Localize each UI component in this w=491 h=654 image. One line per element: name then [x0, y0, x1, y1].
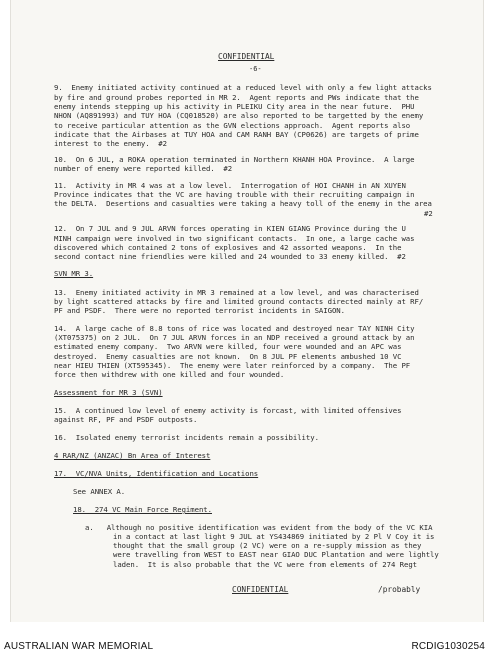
- body-line: force then withdrew with one killed and four wounded.: [54, 370, 285, 379]
- body-line: near HIEU THIEN (XT595345). The enemy were later reinforced by a company. The PF: [54, 361, 411, 370]
- body-line: enemy intends stepping up his activity in PLEIKU City area in the near future. PHU: [54, 102, 415, 111]
- body-line: a. Although no positive identification was evident from the body of the VC KIA: [85, 523, 433, 532]
- archive-footer: [0, 632, 491, 654]
- body-line: 13. Enemy initiated activity in MR 3 remained at a low level, and was characterised: [54, 288, 419, 297]
- continuation-word: /probably: [378, 585, 421, 594]
- body-line: PF and PSDF. There were no reported terrorist incidents in SAIGON.: [54, 306, 345, 315]
- body-line: discovered which contained 2 tons of explosives and 42 assorted weapons. In the: [54, 243, 402, 252]
- body-line: second contact nine friendlies were killed and 24 wounded to 33 enemy killed. #2: [54, 252, 406, 261]
- section-heading: 4 RAR/NZ (ANZAC) Bn Area of Interest: [54, 451, 211, 460]
- body-line: interest to the enemy. #2: [54, 139, 167, 148]
- section-heading: SVN MR 3.: [54, 269, 94, 278]
- body-line: 14. A large cache of 8.8 tons of rice was located and destroyed near TAY NINH City: [54, 324, 415, 333]
- body-line: to receive particular attention as the GVN elections approach. Agent reports also: [54, 121, 411, 130]
- classification-footer: CONFIDENTIAL: [232, 585, 289, 594]
- body-line: (XT075375) on 2 JUL. On 7 JUL ARVN forces in an NDP received a ground attack by an: [54, 333, 415, 342]
- section-heading: Assessment for MR 3 (SVN): [54, 388, 163, 397]
- body-line: 16. Isolated enemy terrorist incidents remain a possibility.: [54, 433, 319, 442]
- document-page: [10, 0, 484, 622]
- body-line: laden. It is also probable that the VC were from elements of 274 Regt: [113, 560, 418, 569]
- body-line: #2: [424, 209, 433, 218]
- body-line: in a contact at last light 9 JUL at YS434869 initiated by 2 Pl V Coy it is: [113, 532, 435, 541]
- section-heading: 17. VC/NVA Units, Identification and Locations: [54, 469, 259, 478]
- body-line: 11. Activity in MR 4 was at a low level. Interrogation of HOI CHANH in AN XUYEN: [54, 181, 406, 190]
- body-line: 9. Enemy initiated activity continued at a reduced level with only a few light attacks: [54, 83, 432, 92]
- body-line: indicate that the Airbases at TUY HOA and CAM RANH BAY (CP0626) are targets of prime: [54, 130, 419, 139]
- body-line: See ANNEX A.: [73, 487, 126, 496]
- archive-id: RCDIG1030254: [411, 641, 485, 652]
- body-line: by light scattered attacks by fire and limited ground contacts directed mainly at RF/: [54, 297, 424, 306]
- page-mark: -6-: [249, 65, 262, 73]
- classification-header: CONFIDENTIAL: [218, 52, 275, 61]
- body-line: estimated enemy company. Two ARVN were killed, four were wounded and an APC was: [54, 342, 402, 351]
- body-line: were travelling from WEST to EAST near GIAO DUC Plantation and were lightly: [113, 550, 439, 559]
- body-line: the DELTA. Desertions and casualties were taking a heavy toll of the enemy in the area: [54, 199, 432, 208]
- body-line: number of enemy were reported killed. #2: [54, 164, 233, 173]
- body-line: Province indicates that the VC are having trouble with their recruiting campaign in: [54, 190, 415, 199]
- body-line: against RF, PF and PSDF outposts.: [54, 415, 198, 424]
- body-line: thought that the small group (2 VC) were on a re-supply mission as they: [113, 541, 422, 550]
- body-line: NHON (AQ891993) and TUY HOA (CQ018520) are also reported to be targetted by the enemy: [54, 111, 424, 120]
- body-line: by fire and ground probes reported in MR 2. Agent reports and PWs indicate that the: [54, 93, 419, 102]
- body-line: 12. On 7 JUL and 9 JUL ARVN forces operating in KIEN GIANG Province during the U: [54, 224, 406, 233]
- body-line: 10. On 6 JUL, a ROKA operation terminated in Northern KHANH HOA Province. A large: [54, 155, 415, 164]
- section-heading: 18. 274 VC Main Force Regiment.: [73, 505, 212, 514]
- body-line: 15. A continued low level of enemy activity is forcast, with limited offensives: [54, 406, 402, 415]
- archive-name: AUSTRALIAN WAR MEMORIAL: [4, 641, 154, 652]
- body-line: MINH campaign were involved in two significant contacts. In one, a large cache was: [54, 234, 415, 243]
- body-line: destroyed. Enemy casualties are not known. On 8 JUL PF elements ambushed 10 VC: [54, 352, 402, 361]
